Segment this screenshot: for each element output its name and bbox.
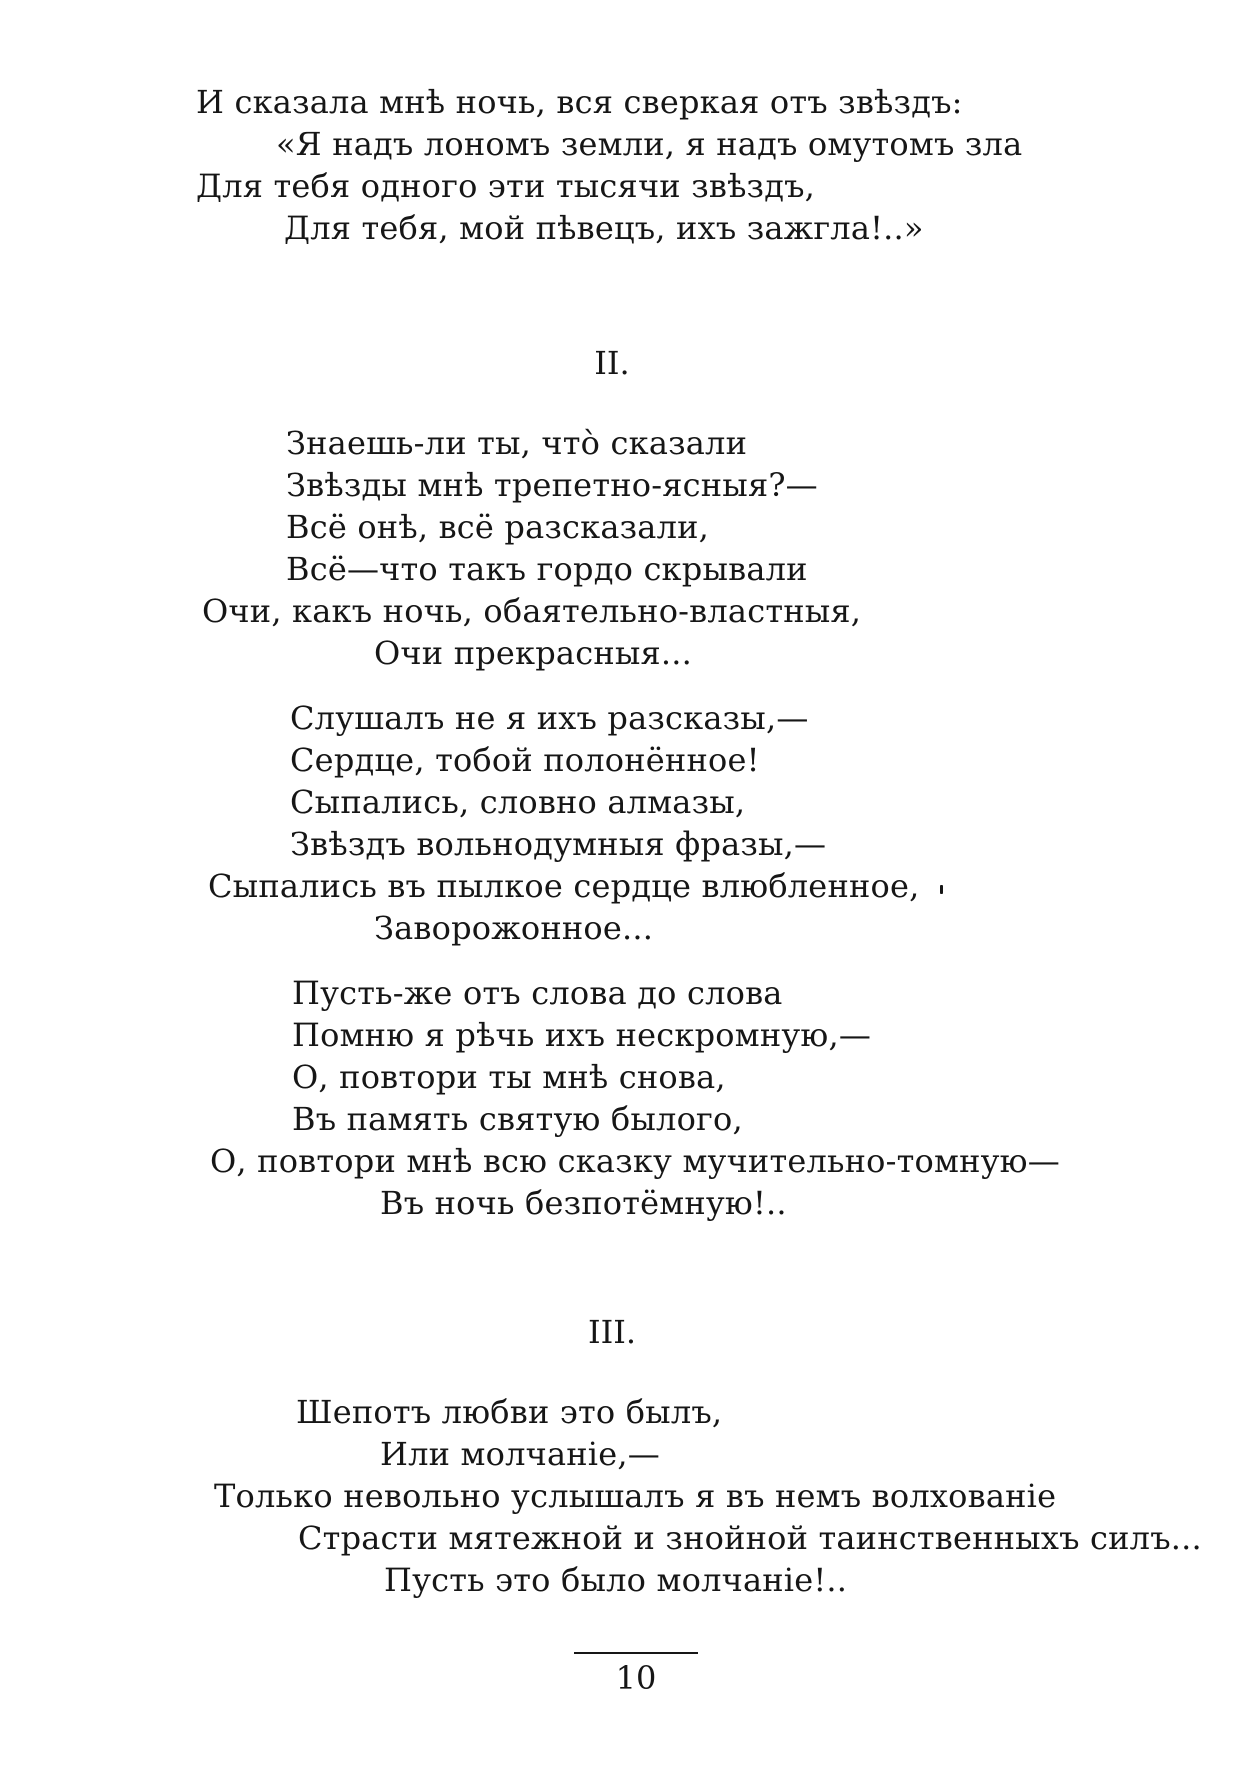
poem-line: Очи прекрасныя... bbox=[374, 634, 693, 672]
page-number: 10 bbox=[615, 1659, 657, 1697]
poem-line: Всё—что такъ гордо скрывали bbox=[286, 550, 808, 588]
poem-line: Или молчаніе,— bbox=[380, 1435, 660, 1473]
poem-line: Сыпались, словно алмазы, bbox=[290, 783, 746, 821]
poem-line: Для тебя, мой пѣвецъ, ихъ зажгла!..» bbox=[284, 209, 924, 247]
poem-line: О, повтори ты мнѣ снова, bbox=[292, 1058, 726, 1096]
section-heading-ii: II. bbox=[594, 344, 630, 382]
poem-line: Заворожонное... bbox=[374, 909, 654, 947]
poem-line: Въ память святую былого, bbox=[292, 1100, 743, 1138]
poem-line: Сыпались въ пылкое сердце влюбленное, bbox=[208, 867, 920, 905]
print-speck bbox=[940, 885, 943, 894]
poem-line: Шепотъ любви это былъ, bbox=[296, 1393, 723, 1431]
footer-rule bbox=[574, 1652, 698, 1654]
poem-line: Очи, какъ ночь, обаятельно-властныя, bbox=[202, 592, 862, 630]
poem-line: Звѣзды мнѣ трепетно-ясныя?— bbox=[286, 466, 818, 504]
poem-line: Пусть это было молчаніе!.. bbox=[384, 1561, 848, 1599]
poem-line: Только невольно услышалъ я въ немъ волхованіе bbox=[214, 1477, 1057, 1515]
poem-line: О, повтори мнѣ всю сказку мучительно-томную— bbox=[210, 1142, 1060, 1180]
poem-line: Пусть-же отъ слова до слова bbox=[292, 974, 783, 1012]
section-heading-iii: III. bbox=[587, 1313, 637, 1351]
poem-line: Сердце, тобой полонённое! bbox=[290, 741, 760, 779]
poem-line: «Я надъ лономъ земли, я надъ омутомъ зла bbox=[276, 125, 1023, 163]
poem-line: Знаешь-ли ты, что̀ сказали bbox=[286, 424, 748, 462]
poem-line: Въ ночь безпотёмную!.. bbox=[380, 1184, 787, 1222]
poem-line: И сказала мнѣ ночь, вся сверкая отъ звѣздъ: bbox=[196, 83, 963, 121]
poem-line: Страсти мятежной и знойной таинственныхъ силъ... bbox=[298, 1519, 1202, 1557]
poem-line: Всё онѣ, всё разсказали, bbox=[286, 508, 710, 546]
poem-line: Звѣздъ вольнодумныя фразы,— bbox=[290, 825, 827, 863]
poem-line: Для тебя одного эти тысячи звѣздъ, bbox=[196, 167, 816, 205]
poem-line: Слушалъ не я ихъ разсказы,— bbox=[290, 699, 809, 737]
poem-line: Помню я рѣчь ихъ нескромную,— bbox=[292, 1016, 872, 1054]
